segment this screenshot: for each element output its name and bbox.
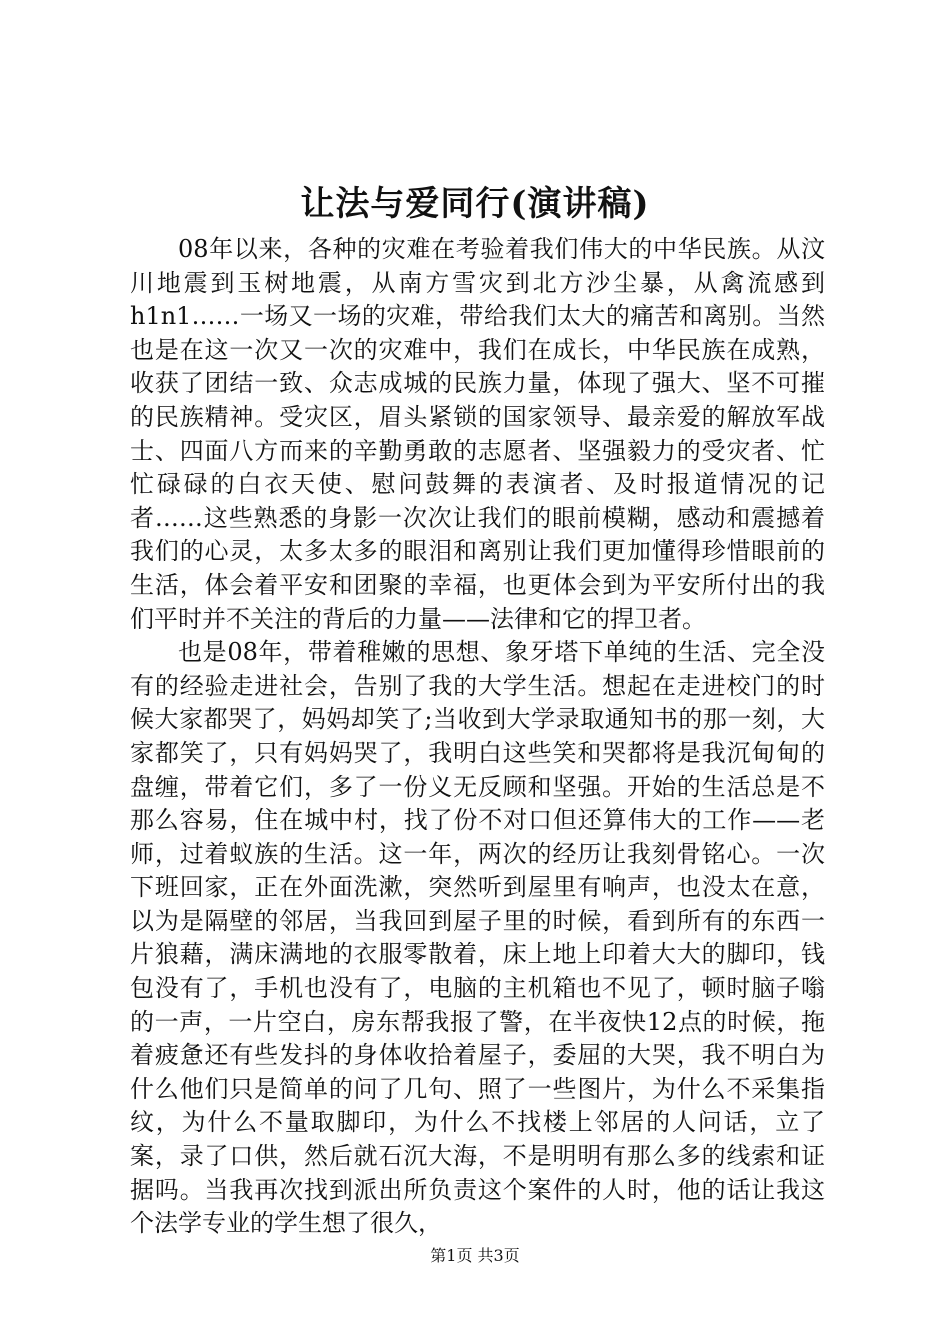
document-body [130, 233, 825, 1241]
document-title: 让法与爱同行(演讲稿) [300, 184, 650, 224]
page-footer: 第1页 共3页 [430, 1246, 520, 1265]
paragraph-1: 08年以来，各种的灾难在考验着我们伟大的中华民族。从汶川地震到玉树地震，从南方雪灾到北方沙尘暴，从禽流感到h1n1……一场又一场的灾难，带给我们太大的痛苦和离别。当然也是在这一次又一次的灾难中，我们在成长，中华民族在成熟，收获了团结一致、众志成城的民族力量，体现了强大、坚不可摧的民族精神。受灾区，眉头紧锁的国家领导、最亲爱的解放军战士、四面八方而来的辛勤勇敢的志愿者、坚强毅力的受灾者、忙忙碌碌的白衣天使、慰问鼓舞的表演者、及时报道情况的记者……这些熟悉的身影一次次让我们的眼前模糊，感动和震撼着我们的心灵，太多太多的眼泪和离别让我们更加懂得珍惜眼前的生活，体会着平安和团聚的幸福，也更体会到为平安所付出的我们平时并不关注的背后的力量——法律和它的捍卫者。 [130, 235, 825, 633]
paragraph-2: 也是08年，带着稚嫩的思想、象牙塔下单纯的生活、完全没有的经验走进社会，告别了我的大学生活。想起在走进校门的时候大家都哭了，妈妈却笑了;当收到大学录取通知书的那一刻，大家都笑了，只有妈妈哭了，我明白这些笑和哭都将是我沉甸甸的盘缠，带着它们，多了一份义无反顾和坚强。开始的生活总是不那么容易，住在城中村，找了份不对口但还算伟大的工作——老师，过着蚁族的生活。这一年，两次的经历让我刻骨铭心。一次下班回家，正在外面洗漱，突然听到屋里有响声，也没太在意，以为是隔壁的邻居，当我回到屋子里的时候，看到所有的东西一片狼藉，满床满地的衣服零散着，床上地上印着大大的脚印，钱包没有了，手机也没有了，电脑的主机箱也不见了，顿时脑子嗡的一声，一片空白，房东帮我报了警，在半夜快12点的时候，拖着疲惫还有些发抖的身体收拾着屋子，委屈的大哭，我不明白为什么他们只是简单的问了几句、照了一些图片，为什么不采集指纹，为什么不量取脚印，为什么不找楼上邻居的人问话，立了案，录了口供，然后就石沉大海，不是明明有那么多的线索和证据吗。当我再次找到派出所负责这个案件的人时，他的话让我这个法学专业的学生想了很久， [130, 638, 825, 1238]
